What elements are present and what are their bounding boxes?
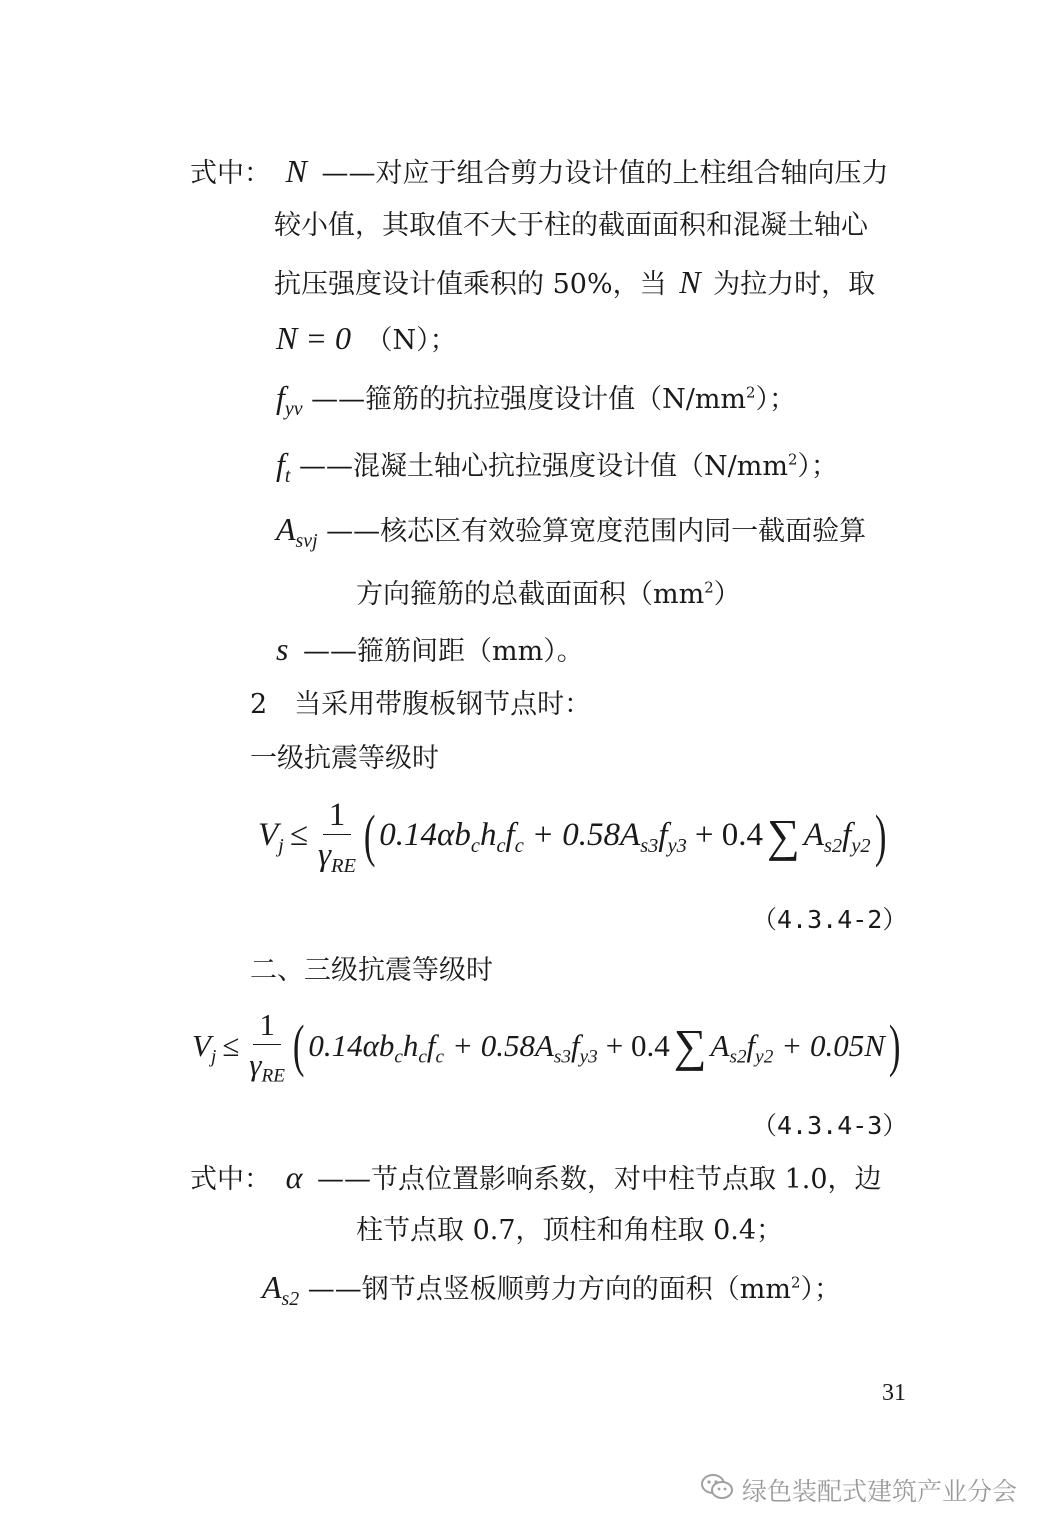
definition-Asvj-cont — [356, 578, 741, 612]
sum-symbol: ∑ — [673, 1019, 707, 1071]
t: f — [426, 1027, 436, 1063]
lhs — [258, 817, 284, 858]
sum-symbol: ∑ — [767, 809, 800, 861]
definition-N-cont-2 — [274, 265, 875, 302]
term-1 — [308, 1027, 445, 1068]
superscript: 2 — [787, 450, 798, 469]
t: 0.14αb — [308, 1027, 395, 1063]
denominator — [249, 1045, 285, 1085]
term-1 — [379, 817, 524, 858]
subscript: s2 — [281, 1287, 300, 1310]
text: 为拉力时，取 — [713, 269, 876, 300]
where-clause-ft — [276, 446, 838, 487]
where-prefix: 式中： — [190, 158, 271, 189]
equation-number: （4.3.4-2） — [752, 905, 908, 934]
definition-N-cont-3 — [276, 321, 457, 358]
numerator: 1 — [253, 1006, 281, 1045]
text: 较小值，其取值不大于柱的截面面积和混凝土轴心 — [274, 210, 868, 241]
superscript: 2 — [746, 383, 756, 402]
text: ） — [713, 579, 741, 610]
equation-number: （4.3.4-3） — [752, 1111, 908, 1140]
symbol-N: N — [285, 153, 307, 189]
t: f — [658, 817, 668, 853]
s: y2 — [851, 835, 871, 858]
text: （N）； — [365, 325, 457, 356]
t: A — [803, 817, 824, 853]
t: A — [710, 1027, 730, 1063]
text: 一级抗震等级时 — [250, 743, 439, 774]
relation: ≤ — [289, 817, 308, 853]
where-clause-As2 — [262, 1269, 841, 1310]
s: y2 — [755, 1046, 774, 1068]
term-5: + 0.05N — [781, 1027, 885, 1063]
text: 抗压强度设计值乘积的 50%，当 — [274, 269, 667, 300]
symbol-A — [276, 511, 318, 552]
s: s3 — [640, 835, 659, 858]
where-clause-fyv — [276, 379, 796, 420]
V: V — [258, 817, 279, 853]
where-clause-N — [190, 154, 889, 191]
subscript: RE — [331, 855, 356, 878]
fraction — [249, 1006, 285, 1085]
t: + 0.58A — [452, 1027, 554, 1063]
definition-alpha: ——节点位置影响系数，对中柱节点取 1.0，边 — [316, 1164, 882, 1195]
symbol-f — [276, 446, 291, 487]
t: f — [842, 817, 852, 853]
definition-alpha-cont — [356, 1214, 783, 1248]
A: A — [262, 1269, 282, 1305]
page-number: 31 — [882, 1380, 906, 1406]
symbol-alpha: α — [285, 1159, 303, 1195]
text: ）； — [800, 1274, 841, 1305]
subscript: j — [278, 835, 284, 858]
definition-ft: ——混凝土轴心抗拉强度设计值（N/mm — [299, 451, 788, 482]
t: f — [746, 1027, 756, 1063]
t: f — [571, 1027, 580, 1063]
term-2 — [531, 817, 687, 858]
subscript: svj — [295, 529, 318, 552]
f: f — [276, 379, 285, 415]
denominator — [317, 835, 356, 878]
gamma: γ — [249, 1047, 262, 1082]
wechat-icon — [700, 1472, 742, 1508]
f: f — [276, 446, 285, 482]
s: c — [435, 1046, 445, 1068]
text: ）； — [755, 384, 796, 415]
text: ）； — [797, 451, 838, 482]
t: f — [505, 817, 515, 853]
s: c — [394, 1046, 403, 1068]
where-clause-Asvj — [276, 511, 867, 552]
definition-N: ——对应于组合剪力设计值的上柱组合轴向压力 — [321, 158, 889, 189]
definition-As2: ——钢节点竖板顺剪力方向的面积（mm — [307, 1274, 791, 1305]
definition-fyv: ——箍筋的抗拉强度设计值（N/mm — [311, 384, 747, 415]
definition-s: ——箍筋间距（mm）。 — [303, 636, 584, 667]
expression-N-zero: N = 0 — [276, 320, 351, 356]
superscript: 2 — [704, 578, 714, 597]
s: y3 — [667, 835, 687, 858]
relation: ≤ — [222, 1027, 240, 1063]
symbol-N: N — [679, 264, 701, 300]
equation-4-3-4-2 — [258, 796, 890, 878]
where-clause-alpha — [190, 1160, 882, 1197]
left-paren: ( — [292, 1012, 305, 1078]
s: c — [418, 1046, 427, 1068]
term-4 — [710, 1027, 774, 1068]
term-3: + 0.4 — [694, 817, 763, 853]
term-3: + 0.4 — [605, 1027, 670, 1063]
definition-Asvj: ——核芯区有效验算宽度范围内同一截面验算 — [326, 516, 867, 547]
text: 2 当采用带腹板钢节点时： — [250, 689, 592, 720]
text: 柱节点取 0.7，顶柱和角柱取 0.4； — [356, 1215, 784, 1246]
t: + 0.58A — [531, 817, 641, 853]
where-clause-s — [276, 632, 584, 669]
clause-2-heading — [250, 688, 591, 722]
s: s2 — [823, 835, 843, 858]
grade-2-3-heading — [250, 954, 493, 988]
s: y3 — [579, 1046, 598, 1068]
where-prefix: 式中： — [190, 1164, 271, 1195]
s: c — [496, 835, 506, 858]
s: s3 — [553, 1046, 571, 1068]
superscript: 2 — [791, 1273, 801, 1292]
symbol-s: s — [276, 631, 289, 667]
grade-1-heading — [250, 742, 439, 776]
t: h — [479, 817, 497, 853]
symbol-A — [262, 1269, 300, 1310]
watermark-text: 绿色装配式建筑产业分会 — [742, 1477, 1018, 1506]
A: A — [276, 511, 296, 547]
t: h — [402, 1027, 419, 1063]
fraction — [317, 796, 356, 878]
subscript: j — [210, 1046, 217, 1068]
s: c — [470, 835, 480, 858]
s: c — [514, 835, 524, 858]
watermark — [700, 1472, 1017, 1508]
text: 方向箍筋的总截面面积（mm — [356, 579, 705, 610]
text: 二、三级抗震等级时 — [250, 955, 493, 986]
right-paren: ) — [888, 1012, 901, 1078]
equation-4-3-4-3 — [192, 1006, 904, 1085]
subscript: t — [284, 464, 291, 487]
subscript: RE — [261, 1065, 285, 1087]
symbol-f — [276, 379, 303, 420]
V: V — [192, 1027, 211, 1063]
lhs — [192, 1027, 217, 1068]
term-4 — [803, 817, 871, 858]
numerator: 1 — [323, 796, 352, 835]
t: 0.14αb — [379, 817, 471, 853]
left-paren: ( — [363, 802, 376, 868]
right-paren: ) — [874, 802, 887, 868]
s: s2 — [729, 1046, 747, 1068]
definition-N-cont-1 — [274, 209, 868, 243]
gamma: γ — [317, 837, 331, 873]
term-2 — [452, 1027, 598, 1068]
subscript: yv — [284, 397, 303, 420]
